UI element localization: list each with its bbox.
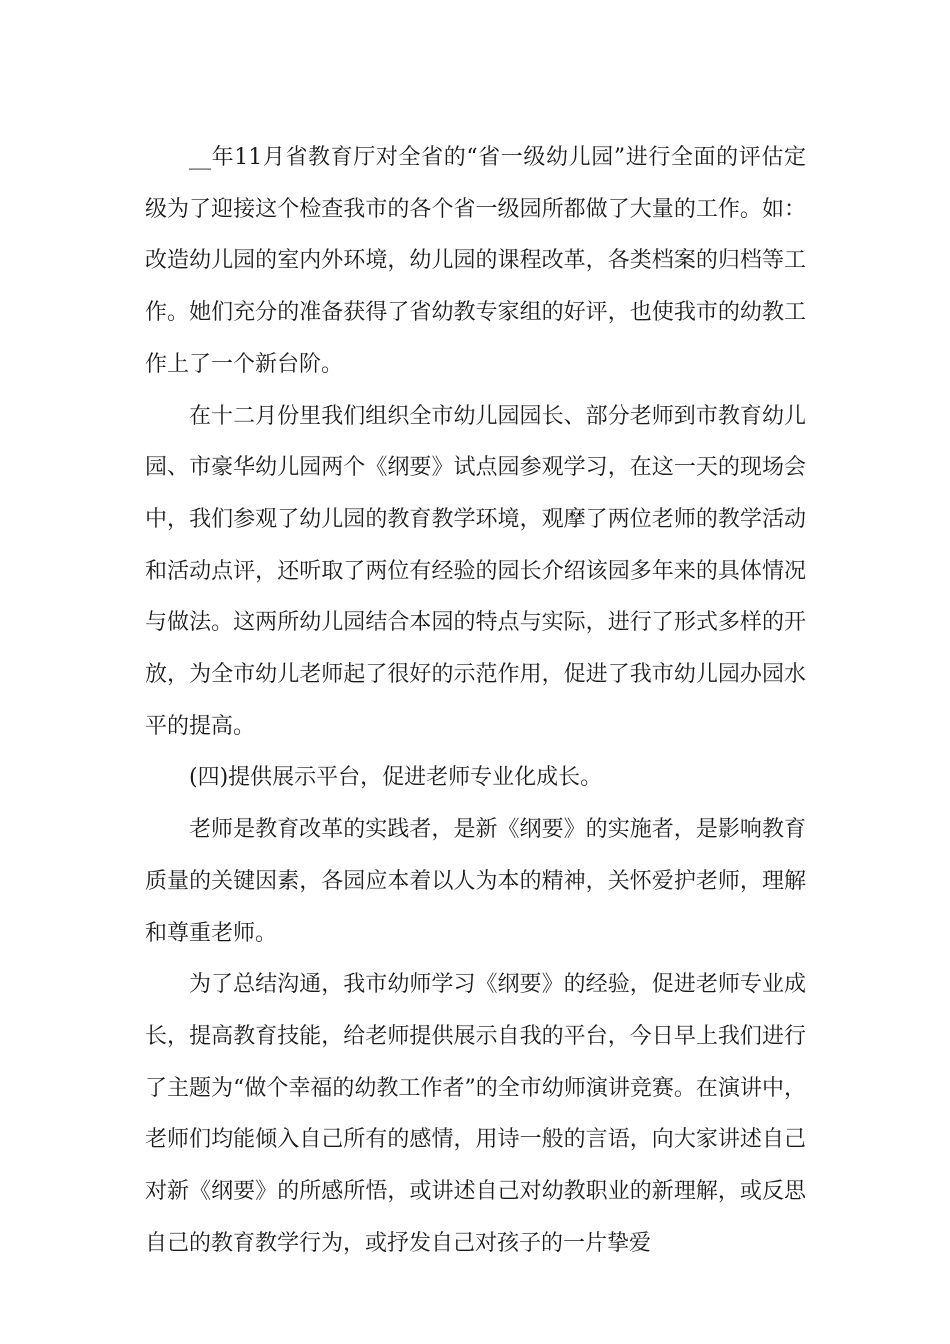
paragraph-evaluation: __年11月省教育厅对全省的“省一级幼儿园”进行全面的评估定级为了迎接这个检查我市的各个省一级园所都做了大量的工作。如：改造幼儿园的室内外环境，幼儿园的课程改革，各类档案的归档等工作。她们充分的准备获得了省幼教专家组的好评，也使我市的幼教工作上了一个新台阶。 bbox=[145, 145, 806, 377]
paragraph-teachers-role: 老师是教育改革的实践者，是新《纲要》的实施者，是影响教育质量的关键因素，各园应本着以人为本的精神，关怀爱护老师，理解和尊重老师。 bbox=[145, 817, 806, 946]
paragraph-speech-contest: 为了总结沟通，我市幼师学习《纲要》的经验，促进老师专业成长，提高教育技能，给老师提供展示自我的平台，今日早上我们进行了主题为“做个幸福的幼教工作者”的全市幼师演讲竞赛。在演讲中，老师们均能倾入自己所有的感情，用诗一般的言语，向大家讲述自己对新《纲要》的所感所悟，或讲述自己对幼教职业的新理解，或反思自己的教育教学行为，或抒发自己对孩子的一片挚爱 bbox=[145, 972, 806, 1256]
paragraph-site-visit: 在十二月份里我们组织全市幼儿园园长、部分老师到市教育幼儿园、市豪华幼儿园两个《纲要》试点园参观学习，在这一天的现场会中，我们参观了幼儿园的教育教学环境，观摩了两位老师的教学活动和活动点评，还听取了两位有经验的园长介绍该园多年来的具体情况与做法。这两所幼儿园结合本园的特点与实际，进行了形式多样的开放，为全市幼儿老师起了很好的示范作用，促进了我市幼儿园办园水平的提高。 bbox=[145, 403, 806, 739]
section-heading-four: (四)提供展示平台，促进老师专业化成长。 bbox=[189, 765, 603, 791]
document-body bbox=[145, 132, 806, 1269]
